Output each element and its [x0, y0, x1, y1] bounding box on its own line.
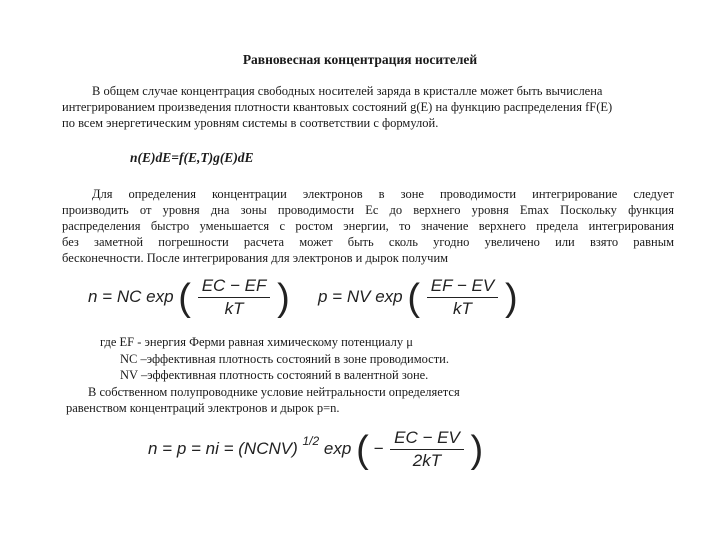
ni-exponent: 1/2: [302, 433, 320, 448]
intro-line-3: по всем энергетическим уровням системы в соответствии с формулой.: [62, 116, 439, 130]
p-lhs: p =: [318, 286, 347, 306]
n-denominator: kT: [224, 299, 244, 318]
n-numerator: EC − EF: [198, 276, 271, 298]
electron-concentration-formula: n = NC exp ( $\frac{EC - EF}{kT}$ ): [88, 276, 290, 319]
ni-product: (NCNV): [238, 438, 298, 458]
n-fraction: [198, 276, 271, 319]
def-fermi: где EF - энергия Ферми равная химическому потенциалу μ: [100, 335, 413, 349]
ni-exp: exp: [323, 438, 352, 458]
def-nv: NV –эффективная плотность состояний в валентной зоне.: [120, 368, 429, 382]
intro-line-2: интегрированием произведения плотности квантовых состояний g(E) на функцию распределения fF(E): [62, 100, 613, 114]
page-title: Равновесная концентрация носителей: [242, 52, 478, 67]
p-numerator: EF − EV: [427, 276, 498, 298]
def-equality: равенством концентраций электронов и дырок p=n.: [66, 401, 340, 415]
integration-line-2: производить от уровня дна зоны проводимости Ec до верхнего уровня Emax Поскольку функция: [62, 203, 674, 217]
definitions-block: [66, 334, 666, 417]
hole-concentration-formula: p = NV exp ( $\frac{EF - EV}{kT}$ ): [318, 276, 518, 319]
n-exp: exp: [146, 286, 174, 306]
p-coeff: NV: [346, 286, 371, 306]
p-denominator: kT: [453, 299, 472, 318]
intro-paragraph: [62, 83, 674, 131]
integration-line-3: распределения быстро уменьшается с ростом энергии, то значение верхнего предела интегрирования: [62, 219, 674, 233]
def-neutrality: В собственном полупроводнике условие нейтральности определяется: [88, 384, 460, 399]
n-lhs: n =: [88, 286, 117, 306]
intrinsic-concentration-formula: n = p = ni = (NCNV) $^{1/2}$ exp ( − $\frac{EC - EV}{2kT}$ ): [148, 428, 484, 471]
integration-line-4: без заметной погрешности расчета может быть сколь угодно увеличено или взято равным: [62, 235, 674, 249]
intro-line-1: В общем случае концентрация свободных носителей заряда в кристалле может быть вычислена: [92, 84, 603, 98]
p-fraction: [427, 276, 498, 319]
integration-paragraph: [62, 186, 674, 266]
integration-line-5: бесконечности. После интегрирования для электронов и дырок получим: [62, 251, 449, 265]
p-exp: exp: [375, 286, 403, 306]
ni-numerator: EC − EV: [390, 428, 464, 450]
ni-lhs: n = p = ni =: [148, 438, 239, 458]
integration-line-1: Для определения концентрации электронов в зоне проводимости интегрирование следует: [92, 187, 674, 201]
ni-fraction: [390, 428, 464, 471]
ni-minus: −: [373, 438, 384, 458]
integral-formula: n(E)dE=f(E,T)g(E)dE: [130, 150, 254, 165]
def-nc: NC –эффективная плотность состояний в зоне проводимости.: [120, 351, 449, 366]
ni-denominator: 2kT: [412, 451, 442, 470]
n-coeff: NC: [116, 286, 142, 306]
